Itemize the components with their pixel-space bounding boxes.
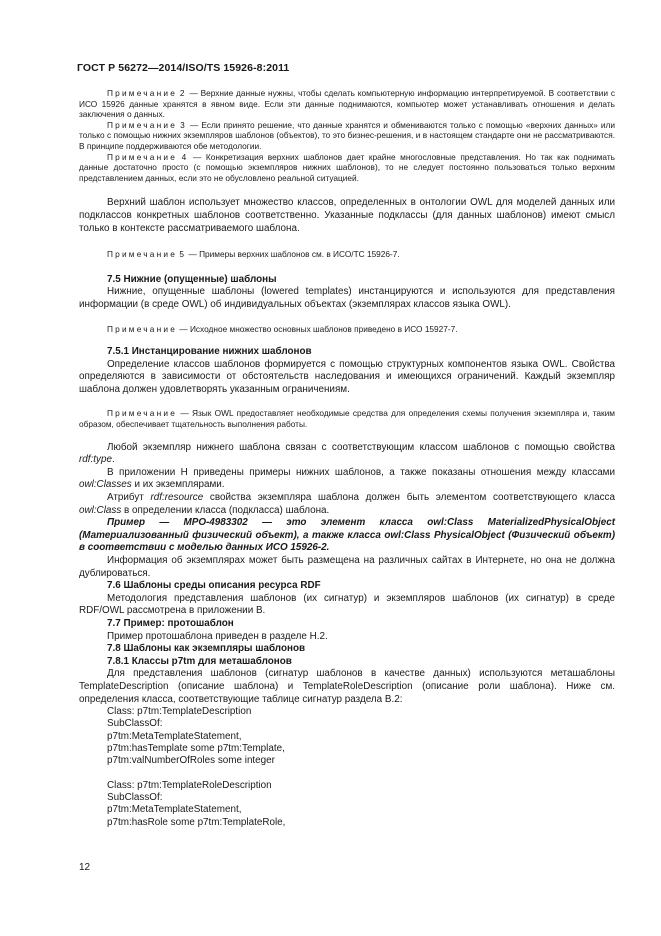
note-text: — Примеры верхних шаблонов см. в ИСО/ТС 15926-7.: [188, 249, 400, 260]
code-line: Class: p7tm:TemplateDescription: [107, 706, 252, 718]
paragraph-info: Информация об экземплярах может быть размещена на различных сайтах в Интернете, но она не должна дублироваться.: [79, 555, 615, 579]
note-label: Примечание: [107, 249, 178, 260]
section-heading-7-8: 7.8 Шаблоны как экземпляры шаблонов: [107, 643, 306, 655]
note-3: [79, 120, 615, 152]
text-run: и их экземплярами.: [134, 479, 225, 491]
code-line: SubClassOf:: [107, 718, 163, 730]
note-initial-set: [79, 324, 615, 335]
note-5: [79, 249, 615, 260]
paragraph-example: Пример — MPO-4983302 — это элемент класса owl:Class MaterializedPhysicalObject (Материализованный физический объект), а также класса owl:Class PhysicalObject (Физический объект) в соответствии с моделью данных ИСО 15926-2.: [79, 517, 615, 554]
code-line: p7tm:MetaTemplateStatement,: [107, 804, 242, 816]
note-4: [79, 152, 615, 184]
paragraph-top-templates: Верхний шаблон использует множество классов, определенных в онтологии OWL для моделей данных или подклассов конкретных шаблонов соответственно. Указанные подклассы (для данных шаблонов) имеют смысл только в контексте рассматриваемого шаблона.: [79, 197, 615, 234]
paragraph-instance-2: [79, 467, 615, 492]
note-label: Примечание: [107, 408, 178, 419]
note-text: — Конкретизация верхних шаблонов дает крайне многословные представления. Но так как поднимать данные достаточно просто (с помощью экземпляров нижних шаблонов), то не следует постоянно пользоваться только верхним представлением данных, если это не обусловлено реальной ситуацией.: [79, 151, 615, 183]
section-heading-7-8-1: 7.8.1 Классы p7tm для меташаблонов: [107, 655, 292, 667]
text-run: Атрибут: [107, 492, 144, 504]
document-page: [79, 62, 615, 829]
text-run: Любой экземпляр нижнего шаблона связан с соответствующим классом шаблонов с помощью свойства: [107, 441, 615, 453]
note-text: — Если принято решение, что данные хранятся и обмениваются только с помощью «верхних данных» или только с помощью нижних экземпляров шаблонов (объектов), то это бизнес-решения, и в настоящем стандарте они не рассматриваются. В принципе поддерживаются обе методологии.: [79, 119, 616, 151]
note-number: 2: [179, 88, 187, 98]
paragraph-instance-1: Любой экземпляр нижнего шаблона связан с соответствующим классом шаблонов с помощью свойства rdf:type.: [79, 441, 615, 466]
code-line: p7tm:hasRole some p7tm:TemplateRole,: [107, 816, 286, 828]
note-label: Примечание: [107, 323, 178, 334]
code-line: Class: p7tm:TemplateRoleDescription: [107, 779, 272, 791]
note-number: 4: [181, 151, 189, 162]
code-line: p7tm:hasTemplate some p7tm:Template,: [107, 743, 285, 755]
note-text: — Верхние данные нужны, чтобы сделать компьютерную информацию интерпретируемой. В соответствии с ИСО 15926 данные хранятся в явном виде. Если эти данные поднимаются, компьютер может устанавливать отношения и делать заключения о данных.: [79, 88, 616, 120]
note-owl: [79, 408, 615, 429]
paragraph-7-8-1: Для представления шаблонов (сигнатур шаблонов в качестве данных) используются меташаблоны TemplateDescription (описание шаблона) и TemplateRoleDescription (описание роли шаблона). Ниже см. определения класса, соответствующие таблице сигнатур раздела В.2:: [79, 668, 615, 705]
note-text: — Язык OWL предоставляет необходимые средства для определения схемы получения экземпляра и, таким образом, обеспечивает тщательность выполнения работы.: [79, 408, 616, 430]
code-line: p7tm:MetaTemplateStatement,: [107, 730, 242, 742]
note-number: 3: [180, 119, 187, 130]
term-owl-classes: owl:Classes: [79, 479, 132, 491]
text-run: в определении класса (подкласса) шаблона.: [124, 504, 330, 516]
paragraph-7-7: Пример протошаблона приведен в разделе Н.2.: [107, 630, 328, 642]
note-label: Примечание: [107, 151, 178, 162]
note-2: [79, 88, 615, 120]
paragraph-7-5: Нижние, опущенные шаблоны (lowered templates) инстанцируются и используются для представления информации (в среде OWL) об индивидуальных объектах (экземплярах классов языка OWL).: [79, 286, 615, 310]
section-heading-7-6: 7.6 Шаблоны среды описания ресурса RDF: [107, 580, 321, 592]
section-heading-7-5-1: 7.5.1 Инстанцирование нижних шаблонов: [107, 346, 312, 358]
code-line: p7tm:valNumberOfRoles some integer: [107, 755, 275, 767]
note-label: Примечание: [107, 88, 178, 98]
standard-header: ГОСТ Р 56272—2014/ISO/TS 15926-8:2011: [77, 62, 290, 74]
term-rdf-type: rdf:type: [79, 454, 112, 466]
note-number: 5: [179, 249, 187, 260]
text-run: свойства экземпляра шаблона должен быть элементом соответствующего класса: [209, 492, 615, 504]
term-rdf-resource: rdf:resource: [150, 492, 204, 504]
section-heading-7-7: 7.7 Пример: протошаблон: [107, 617, 234, 629]
code-block-template-description: [79, 706, 615, 767]
term-owl-class: owl:Class: [79, 504, 122, 516]
code-block-template-role-description: [79, 780, 615, 829]
paragraph-7-5-1: Определение классов шаблонов формируется с помощью структурных компонентов языка OWL. Свойства определяются в зависимости от обстоятельств наследования и имеющихся ограничений. Каждый экземпляр шаблона должен удовлетворять указанным ограничениям.: [79, 358, 615, 395]
note-label: Примечание: [107, 119, 178, 130]
paragraph-7-6: Методология представления шаблонов (их сигнатур) и экземпляров шаблонов (их сигнатур) в среде RDF/OWL рассмотрена в приложении В.: [79, 592, 615, 617]
section-heading-7-5: 7.5 Нижние (опущенные) шаблоны: [107, 273, 277, 285]
page-number: 12: [79, 862, 91, 873]
text-run: В приложении H приведены примеры нижних шаблонов, а также показаны отношения между классами: [107, 466, 615, 478]
paragraph-instance-3: [79, 492, 615, 517]
code-line: SubClassOf:: [107, 791, 163, 803]
note-text: — Исходное множество основных шаблонов приведено в ИСО 15927-7.: [179, 323, 458, 334]
